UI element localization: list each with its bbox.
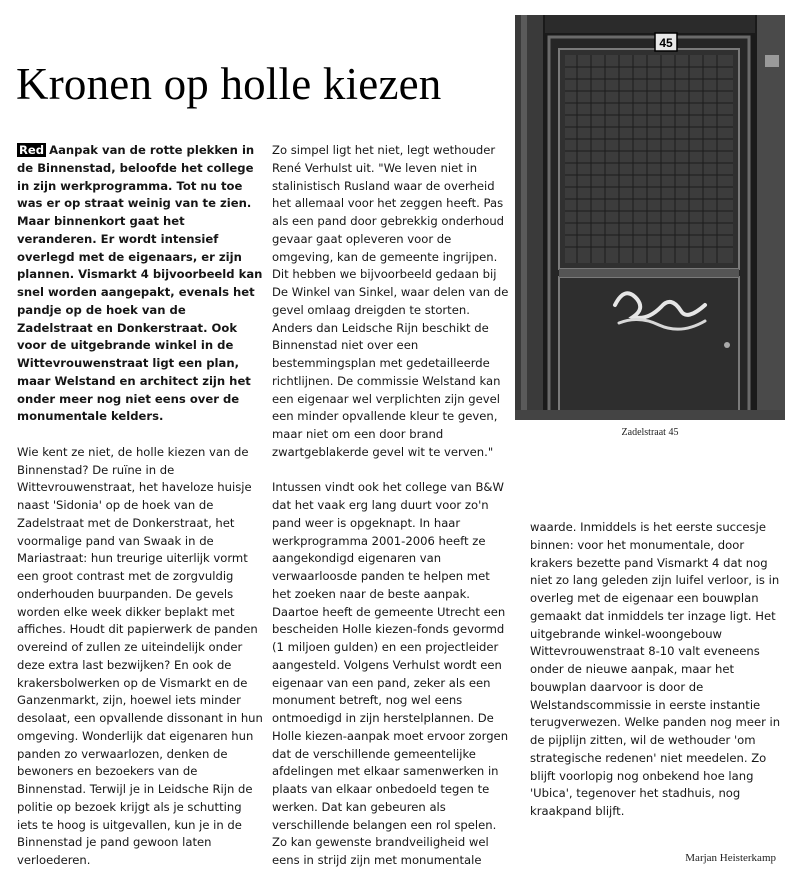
photo-caption: Zadelstraat 45 (621, 427, 679, 438)
intro-text: Aanpak van de rotte plekken in de Binnenstad, beloofde het college in zijn werkprogramma. Tot nu toe was er op straat weinig van te zien. Maar binnenkort gaat het veranderen. Er wordt intensief overlegd met de eigenaars, er zijn plannen. Vismarkt 4 bijvoorbeeld kan snel worden aangepakt, evenals het pandje op de hoek van de Zadelstraat en Donkerstraat. Ook voor de uitgebrande winkel in de Wittevrouwenstraat ligt een plan, maar Welstand en architect zijn het onder meer nog niet eens over de monumentale kelders. (17, 143, 263, 424)
door-photo (515, 15, 785, 420)
body-paragraph-2: Zo simpel ligt het niet, legt wethouder René Verhulst uit. "We leven niet in stalinistisch Rusland waar de overheid het allemaal voor het zeggen heeft. Pas als een pand door gebrekkig onderhoud gevaar gaat opleveren voor de omgeving, kan de gemeente ingrijpen. Dit hebben we bijvoorbeeld gedaan bij De Winkel van Sinkel, waar delen van de gevel omlaag dreigden te storten. Anders dan Leidsche Rijn beschikt de Binnenstad niet over een bestemmingsplan met gedetailleerde richtlijnen. De commissie Welstand kan een eigenaar wel verplichten zijn gevel een minder opvallende kleur te geven, maar niet om een door brand zwartgeblakerde gevel wit te verven." (272, 143, 509, 459)
intro-paragraph (17, 142, 264, 426)
house-number: 45 (659, 36, 673, 50)
author-byline: Marjan Heisterkamp (685, 852, 776, 864)
article-column-2 (272, 142, 510, 870)
article-column-3 (530, 519, 790, 821)
body-paragraph-3-continued: waarde. Inmiddels is het eerste succesje binnen: voor het monumentale, door krakers bezette pand Vismarkt 4 dat nog niet zo lang geleden zijn luifel verloor, is in overleg met de eigenaar een bouwplan gemaakt dat inmiddels ter inzage ligt. Het uitgebrande winkel-woongebouw Wittevrouwenstraat 8-10 valt eveneens onder de nieuwe aanpak, maar het bouwplan daarvoor is door de Welstandscommissie in eerste instantie terugverwezen. Welke panden nog meer in de pijplijn zitten, wil de wethouder 'om strategische redenen' niet meedelen. Zo blijft voorlopig nog onbekend hoe lang 'Ubica', tegenover het stadhuis, nog kraakpand blijft. (530, 520, 781, 818)
article-title: Kronen op holle kiezen (16, 59, 442, 109)
door-photo-illustration (515, 15, 785, 420)
body-paragraph-1: Wie kent ze niet, de holle kiezen van de Binnenstad? De ruïne in de Wittevrouwenstraat, het haveloze huisje naast 'Sidonia' op de hoek van de Zadelstraat met de Donkerstraat, het voormalige pand van Swaak in de Mariastraat: hun treurige uiterlijk vormt een groot contrast met de zorgvuldig onderhouden buurpanden. De gevels worden elke week dikker beplakt met affiches. Houdt dit papierwerk de panden overeind of zullen ze uiteindelijk onder deze extra last bezwijken? En ook de krakersbolwerken op de Vismarkt en de Ganzenmarkt, zijn, hoewel iets minder desolaat, een opvallende dissonant in hun omgeving. Wonderlijk dat eigenaren hun panden zo verwaarlozen, denken de bewoners en bezoekers van de Binnenstad. Terwijl je in Leidsche Rijn de politie op bezoek krijgt als je schutting iets te hoog is uitgevallen, kun je in de Binnenstad je pand gewoon laten verloederen. (17, 444, 263, 867)
section-tag: Red (19, 143, 45, 157)
article-column-1 (17, 142, 264, 870)
body-paragraph-3: Intussen vindt ook het college van B&W dat het vaak erg lang duurt voor zo'n pand weer is opgeknapt. In haar werkprogramma 2001-2006 heeft ze aangekondigd eigenaren van verwaarloosde panden te helpen met het zoeken naar de beste aanpak. Daartoe heeft de gemeente Utrecht een bescheiden Holle kiezen-fonds gevormd (1 miljoen gulden) en een projectleider aangesteld. Volgens Verhulst wordt een eigenaar van een pand, zeker als een monument betreft, nog wel eens ontmoedigd in zijn herstelplannen. De Holle kiezen-aanpak moet ervoor zorgen dat de verschillende gemeentelijke afdelingen met elkaar samenwerken in plaats van elkaar onbedoeld tegen te werken. Dat kan gebeuren als verschillende belangen een rol spelen. Zo kan gewenste brandveiligheid wel eens in strijd zijn met monumentale (272, 480, 509, 867)
